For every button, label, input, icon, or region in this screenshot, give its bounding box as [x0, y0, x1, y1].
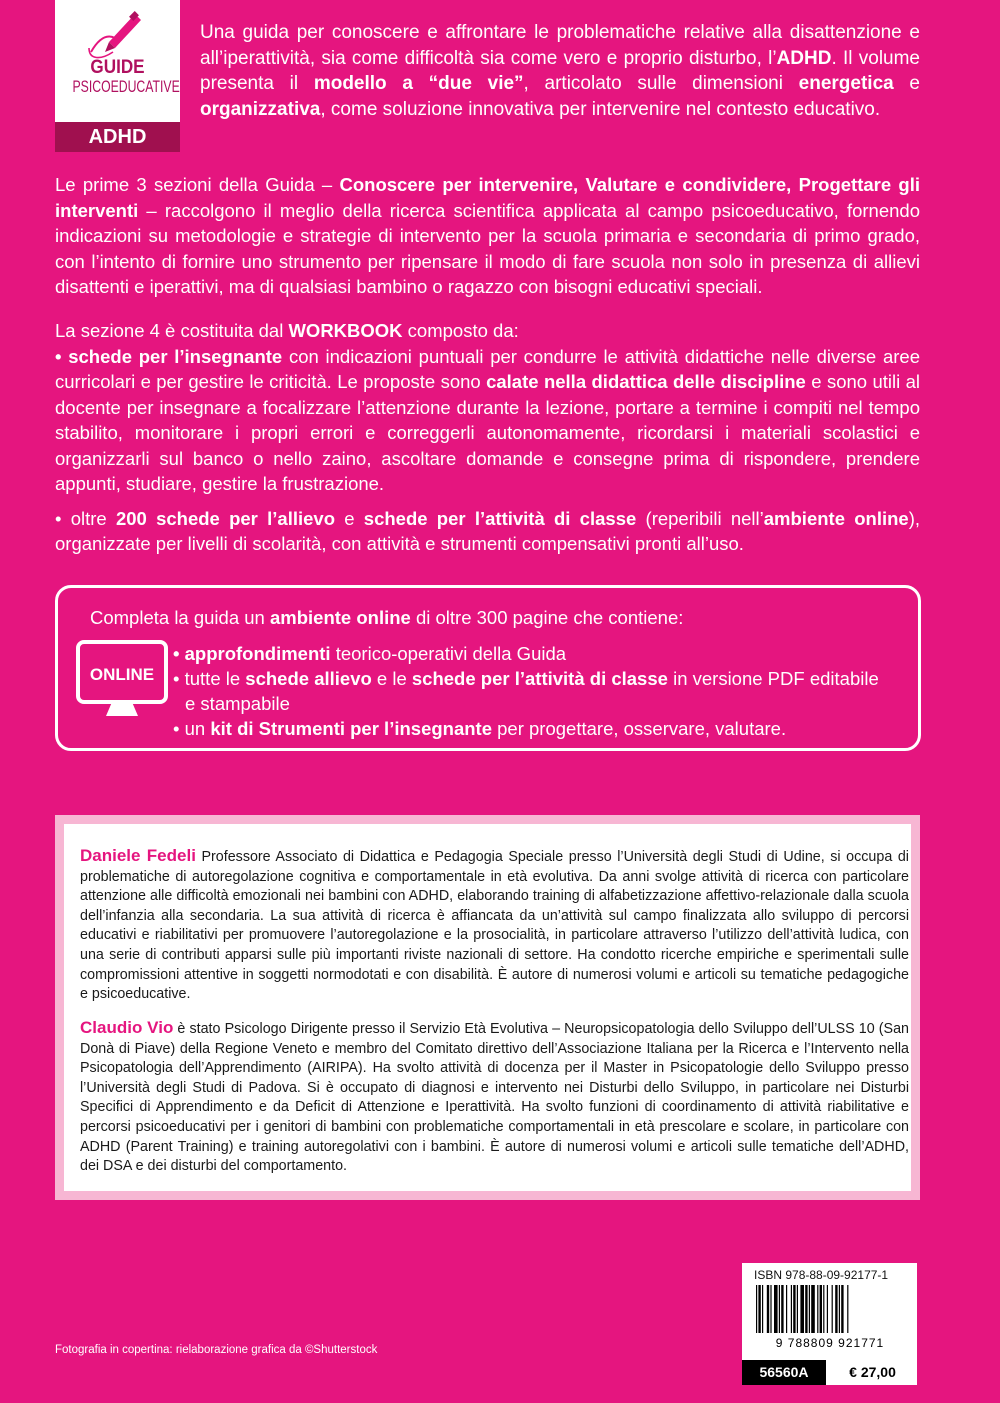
online-list	[173, 641, 893, 741]
barcode-bar	[762, 1285, 763, 1333]
barcode-bar	[770, 1285, 771, 1333]
barcode-bar	[811, 1285, 815, 1333]
barcode-digits: 9 788809 921771	[775, 1336, 885, 1349]
workbook-intro: La sezione 4 è costituita dal WORKBOOK composto da:	[55, 320, 519, 341]
barcode-bar	[774, 1285, 778, 1333]
barcode-bar	[817, 1285, 818, 1333]
barcode-bar	[791, 1285, 792, 1333]
barcode-bar	[827, 1285, 828, 1333]
author-name: Daniele Fedeli	[80, 846, 196, 865]
workbook-paragraph	[55, 318, 920, 557]
list-item: • tutte le schede allievo e le schede per l’attività di classe in versione PDF editabile e stampabile	[173, 668, 879, 714]
barcode-bar	[786, 1285, 787, 1333]
list-item: • un kit di Strumenti per l’insegnante per progettare, osservare, valutare.	[173, 718, 787, 739]
barcode-box	[742, 1263, 917, 1385]
monitor-icon	[76, 640, 171, 720]
authors-panel	[64, 824, 911, 1191]
barcode-bar	[839, 1285, 840, 1333]
barcode-bar	[835, 1285, 837, 1333]
barcode-bar	[809, 1285, 810, 1333]
online-heading: Completa la guida un ambiente online di oltre 300 pagine che contiene:	[90, 607, 684, 628]
barcode-bar	[800, 1285, 804, 1333]
barcode-bar	[781, 1285, 783, 1333]
workbook-bullet-student: • oltre 200 schede per l’allievo e schede per l’attività di classe (reperibili nell’ambiente online), organizzate per livelli di scolarità, con attività e strumenti compensativi pronti all’uso.	[55, 507, 921, 554]
series-logo	[55, 0, 180, 152]
barcode-graphic	[750, 1283, 910, 1349]
barcode-bar	[805, 1285, 807, 1333]
monitor-label: ONLINE	[89, 665, 155, 684]
sections-paragraph: Le prime 3 sezioni della Guida – Conoscere per intervenire, Valutare e condividere, Progettare gli interventi – raccolgono il meglio della ricerca scientifica applicata al campo psicoeducativo, fornendo indicazioni su metodologie e strategie di intervento per la scuola primaria e secondaria di primo grado, con l’intento di fornire uno strumento per ripensare il modo di fare scuola non solo in presenza di allievi disattenti e iperattivi, ma di qualsiasi bambino o ragazzo con bisogni educativi speciali.	[55, 174, 921, 297]
isbn-text: ISBN 978-88-09-92177-1	[754, 1268, 889, 1282]
list-item: • approfondimenti teorico-operativi della Guida	[173, 643, 567, 664]
product-code: 56560A	[742, 1360, 826, 1385]
brand-line-guide: GUIDE	[90, 57, 145, 78]
brand-line-psicoeducative: PSICOEDUCATIVE	[72, 77, 180, 96]
photo-credit: Fotografia in copertina: rielaborazione grafica da ©Shutterstock	[55, 1344, 378, 1356]
barcode-bar	[841, 1285, 843, 1333]
online-environment-box	[55, 585, 921, 751]
price: € 27,00	[828, 1360, 917, 1385]
workbook-bullet-teacher: • schede per l’insegnante con indicazioni puntuali per condurre le attività didattiche nelle diverse aree curricolari e per gestire le criticità. Le proposte sono calate nella didattica delle discipline e sono utili al docente per insegnare a focalizzare l’attenzione durante la lezione, portare a termine i compiti nel tempo stabilito, monitorare i propri errori e correggerli autonomamente, ricordarsi i materiali scolastici e organizzarli sul banco o nello zaino, ascoltare domande e consegne prima di rispondere, prendere appunti, studiare, gestire la frustrazione.	[55, 345, 921, 494]
barcode-bar	[820, 1285, 822, 1333]
barcode-bar	[823, 1285, 824, 1333]
pen-icon	[85, 8, 145, 62]
code-price-row	[742, 1360, 917, 1385]
barcode-bar	[756, 1285, 757, 1333]
barcode-bar	[767, 1285, 769, 1333]
series-label: ADHD	[55, 122, 180, 152]
author-bio-fedeli: Daniele Fedeli Professore Associato di Didattica e Pedagogia Speciale presso l’Università degli Studi di Udine, si occupa di problematiche di autoregolazione cognitiva e comportamentale in età evolutiva. Da anni svolge attività di ricerca con particolare attenzione alle difficoltà emozionali nei bambini con ADHD, elaborando training di alfabetizzazione affettivo-relazionale dalla scuola dell’infanzia alla secondaria. La sua attività di ricerca è affiancata da un’attività sul campo finalizzata allo sviluppo di percorsi educativi e riabilitativi per promuovere l’autoregolazione e la prosocialità, in particolare attraverso l’utilizzo dell’attività ludica, con una serie di contributi apparsi sulle più importanti riviste nazionali di settore. Ha condotto ricerche empiriche e sperimentali sulle compromissioni attentive in soggetti normodotati e con disabilità. È autore di numerosi volumi e articoli su tematiche pedagogiche e psicoeducative.	[80, 846, 909, 1003]
barcode-bar	[797, 1285, 798, 1333]
barcode-bar	[779, 1285, 780, 1333]
barcode-bar	[847, 1285, 848, 1333]
barcode-bar	[832, 1285, 833, 1333]
barcode-bar	[793, 1285, 795, 1333]
intro-paragraph: Una guida per conoscere e affrontare le problematiche relative alla disattenzione e all’iperattività, sia come difficoltà sia come vero e proprio disturbo, l’ADHD. Il volume presenta il modello a “due vie”, articolato sulle dimensioni energetica e organizzativa, come soluzione innovativa per intervenire nel contesto educativo.	[200, 22, 921, 120]
authors-frame	[55, 815, 920, 1200]
author-bio-vio: Claudio Vio è stato Psicologo Dirigente presso il Servizio Età Evolutiva – Neuropsicopatologia dello Sviluppo dell’ULSS 10 (San Donà di Piave) della Regione Veneto e membro del Comitato direttivo dell’Associazione Italiana per la Ricerca e l’Intervento nella Psicopatologia dell’Apprendimento (AIRIPA). Ha svolto attività di docenza per il Master in Psicopatologie dello Sviluppo presso l’Università degli Studi di Padova. Si è occupato di diagnosi e intervento nei Disturbi dello Sviluppo, in particolare nei Disturbi Specifici di Apprendimento e da Deficit di Attenzione e Iperattività. Ha svolto funzioni di coordinamento di attività riabilitative e percorsi psicoeducativi per i genitori di bambini con problematiche comportamentali in età prescolare e scolare, in particolare con ADHD (Parent Training) e training autoregolativi con i bambini. È autore di numerosi volumi e articoli sulle tematiche dell’ADHD, dei DSA e dei disturbi del comportamento.	[80, 1018, 909, 1175]
author-name: Claudio Vio	[80, 1018, 174, 1037]
barcode-bar	[758, 1285, 760, 1333]
